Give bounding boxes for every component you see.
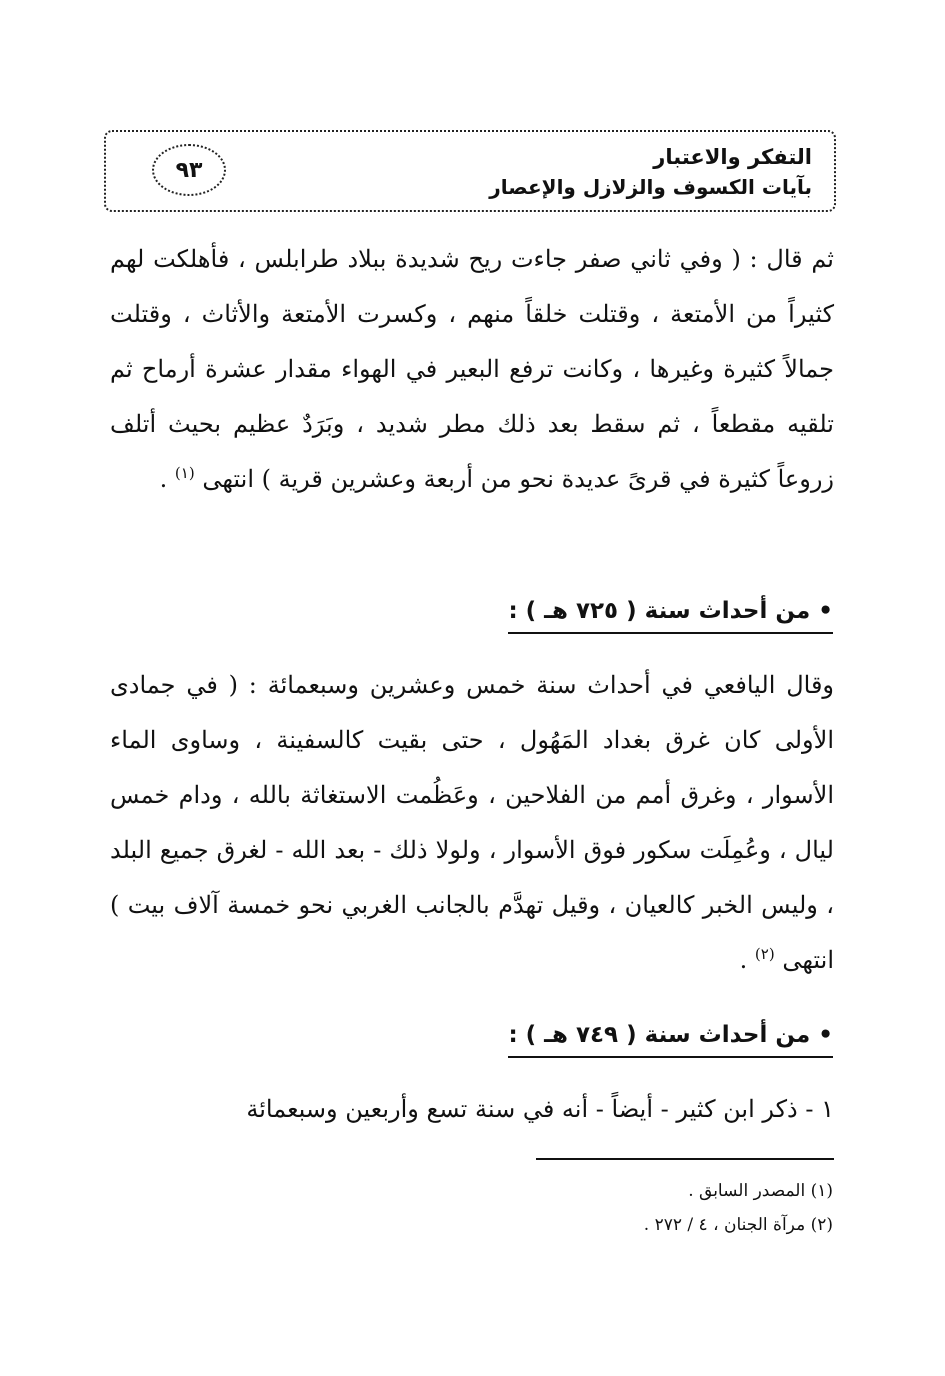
running-header — [104, 130, 836, 212]
footnote-1: (١) المصدر السابق . — [688, 1181, 833, 1201]
book-title: التفكر والاعتبار — [653, 145, 812, 169]
book-subtitle: بآيات الكسوف والزلازل والإعصار — [489, 175, 812, 199]
header-titles — [489, 142, 812, 202]
paragraph-2: وقال اليافعي في أحداث سنة خمس وعشرين وسبعمائة : ( في جمادى الأولى كان غرق بغداد المَهُول ، حتى بقيت كالسفينة ، وساوى الماء الأسوار ، وغرق أمم من الفلاحين ، وعَظُمت الاستغاثة بالله ، ودام خمس ليال ، وعُمِلَت سكور فوق الأسوار ، ولولا ذلك - بعد الله - لغرق جميع البلد ، وليس الخبر كالعيان ، وقيل تهدَّم بالجانب الغربي نحو خمسة آلاف بيت ) انتهى $^{(٢)}$ . — [110, 671, 834, 974]
footnote-2: (٢) مرآة الجنان ، ٤ / ٢٧٢ . — [643, 1215, 833, 1235]
paragraph-1: ثم قال : ( وفي ثاني صفر جاءت ريح شديدة ببلاد طرابلس ، فأهلكت لهم كثيراً من الأمتعة ، وقتلت خلقاً منهم ، وكسرت الأمتعة والأثاث ، وقتلت جمالاً كثيرة وغيرها ، وكانت ترفع البعير في الهواء مقدار عشرة أرماح ثم تلقيه مقطعاً ، ثم سقط بعد ذلك مطر شديد ، وبَرَدٌ عظيم بحيث أتلف زروعاً كثيرة في قرىً عديدة نحو من أربعة وعشرين قرية ) انتهى $^{(١)}$ . — [110, 245, 834, 493]
page-number: ٩٣ — [152, 144, 226, 196]
footnote-ref-1: (١) — [174, 464, 195, 482]
footnote-ref-2: (٢) — [754, 945, 775, 963]
paragraph-3: ١ - ذكر ابن كثير - أيضاً - أنه في سنة تسع وأربعين وسبعمائة — [246, 1095, 834, 1123]
section-heading-725: • من أحداث سنة ( ٧٢٥ هـ ) : — [508, 596, 833, 634]
footnote-divider — [536, 1158, 834, 1160]
paragraph-1-text: ثم قال : ( وفي ثاني صفر جاءت ريح شديدة ببلاد طرابلس ، فأهلكت لهم كثيراً من الأمتعة ، وقتلت خلقاً منهم ، وكسرت الأمتعة والأثاث ، وقتلت جمالاً كثيرة وغيرها ، وكانت ترفع البعير في الهواء مقدار عشرة أرماح ثم تلقيه مقطعاً ، ثم سقط بعد ذلك مطر شديد ، وبَرَدٌ عظيم بحيث أتلف زروعاً كثيرة في قرىً عديدة نحو من أربعة وعشرين قرية ) انتهى — [110, 245, 834, 493]
paragraph-2-text: وقال اليافعي في أحداث سنة خمس وعشرين وسبعمائة : ( في جمادى الأولى كان غرق بغداد المَهُول ، حتى بقيت كالسفينة ، وساوى الماء الأسوار ، وغرق أمم من الفلاحين ، وعَظُمت الاستغاثة بالله ، ودام خمس ليال ، وعُمِلَت سكور فوق الأسوار ، ولولا ذلك - بعد الله - لغرق جميع البلد ، وليس الخبر كالعيان ، وقيل تهدَّم بالجانب الغربي نحو خمسة آلاف بيت ) انتهى — [110, 671, 834, 974]
section-heading-749: • من أحداث سنة ( ٧٤٩ هـ ) : — [508, 1020, 833, 1058]
